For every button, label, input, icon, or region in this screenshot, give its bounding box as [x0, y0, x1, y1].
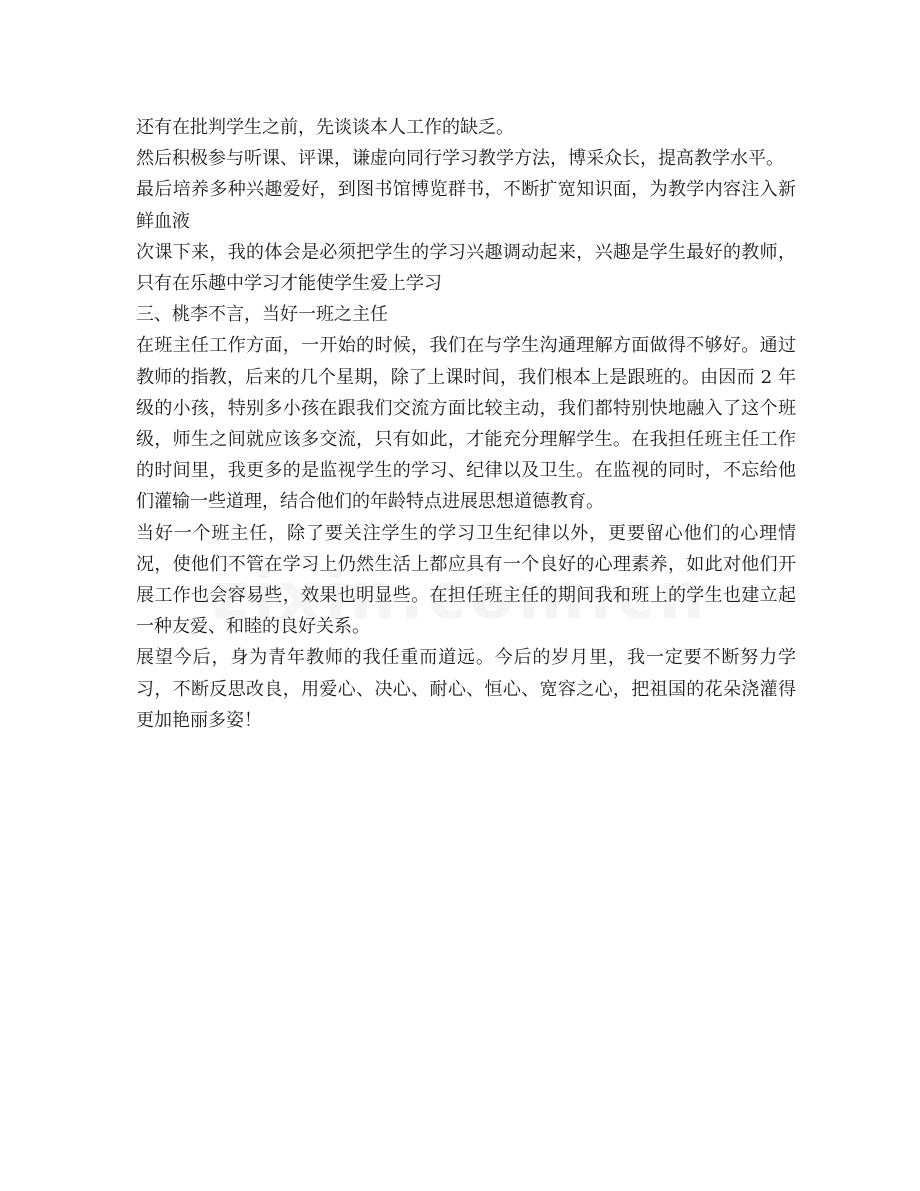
document-body: [136, 112, 796, 736]
paragraph-7: 展望今后，身为青年教师的我任重而道远。今后的岁月里，我一定要不断努力学习，不断反思改良，用爱心、决心、耐心、恒心、宽容之心，把祖国的花朵浇灌得更加艳丽多姿！: [136, 647, 796, 731]
paragraph-2: 然后积极参与听课、评课，谦虚向同行学习教学方法，博采众长，提高教学水平。: [136, 148, 784, 170]
paragraph-6: 当好一个班主任，除了要关注学生的学习卫生纪律以外，更要留心他们的心理情况，使他们不管在学习上仍然生活上都应具有一个良好的心理素养，如此对他们开展工作也会容易些，效果也明显些。在担任班主任的期间我和班上的学生也建立起一种友爱、和睦的良好关系。: [136, 522, 796, 638]
section-heading: 三、桃李不言，当好一班之主任: [136, 304, 388, 326]
paragraph-5: 在班主任工作方面，一开始的时候，我们在与学生沟通理解方面做得不够好。通过教师的指教，后来的几个星期，除了上课时间，我们根本上是跟班的。由因而 2 年级的小孩，特别多小孩在跟我们交流方面比较主动，我们都特别快地融入了这个班级，师生之间就应该多交流，只有如此，才能充分理解学生。在我担任班主任工作的时间里，我更多的是监视学生的学习、纪律以及卫生。在监视的同时，不忘给他们灌输一些道理，结合他们的年龄特点进展思想道德教育。: [136, 335, 796, 513]
paragraph-1: 还有在批判学生之前，先谈谈本人工作的缺乏。: [136, 117, 514, 138]
paragraph-4: 次课下来，我的体会是必须把学生的学习兴趣调动起来，兴趣是学生最好的教师，只有在乐趣中学习才能使学生爱上学习: [136, 241, 796, 295]
paragraph-3: 最后培养多种兴趣爱好，到图书馆博览群书，不断扩宽知识面，为教学内容注入新鲜血液: [136, 179, 796, 232]
